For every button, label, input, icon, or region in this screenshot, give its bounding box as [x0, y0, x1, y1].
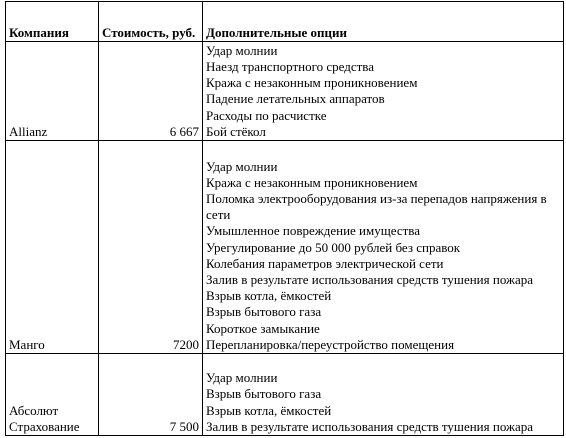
cost-cell: 7 500	[99, 354, 203, 436]
option-item: Перепланировка/переустройство помещения	[206, 336, 455, 352]
options-cell	[203, 42, 564, 141]
option-item: Взрыв бытового газа	[206, 304, 322, 320]
options-cell	[203, 141, 564, 354]
table-row	[6, 354, 564, 436]
option-item: Взрыв котла, ёмкостей	[206, 402, 332, 418]
option-item: Залив в результате использования средств тушения пожара	[206, 271, 534, 287]
option-item: Удар молнии	[206, 370, 278, 386]
option-item: Умышленное повреждение имущества	[206, 223, 421, 239]
option-item: Урегулирование до 50 000 рублей без справок	[206, 239, 461, 255]
company-cell: Манго	[6, 141, 99, 354]
option-item: Падение летательных аппаратов	[206, 91, 385, 107]
option-item: Удар молнии	[206, 42, 278, 58]
header-company: Компания	[6, 2, 99, 42]
option-item: Взрыв котла, ёмкостей	[206, 288, 332, 304]
option-item: Кража с незаконным проникновением	[206, 75, 418, 91]
header-cost: Стоимость, руб.	[99, 2, 203, 42]
cost-cell: 7200	[99, 141, 203, 354]
option-item: Бой стёкол	[206, 123, 266, 139]
option-item: Наезд транспортного средства	[206, 58, 375, 74]
option-item: Залив в результате использования средств тушения пожара	[206, 418, 534, 434]
option-item: Взрыв бытового газа	[206, 386, 322, 402]
table-row	[6, 141, 564, 354]
option-item: Расходы по расчистке	[206, 107, 327, 123]
header-row	[6, 2, 564, 42]
company-cell: Allianz	[6, 42, 99, 141]
options-cell	[203, 354, 564, 436]
insurance-comparison-table	[5, 1, 564, 436]
option-item: Поломка электрооборудования из-за перепадов напряжения в сети	[206, 190, 547, 223]
option-item: Колебания параметров электрической сети	[206, 255, 444, 271]
option-item: Удар молнии	[206, 158, 278, 174]
cost-cell: 6 667	[99, 42, 203, 141]
header-options: Дополнительные опции	[203, 2, 564, 42]
company-cell: Абсолют Страхование	[6, 354, 99, 436]
option-item: Короткое замыкание	[206, 320, 320, 336]
table-row	[6, 42, 564, 141]
option-item: Кража с незаконным проникновением	[206, 174, 418, 190]
